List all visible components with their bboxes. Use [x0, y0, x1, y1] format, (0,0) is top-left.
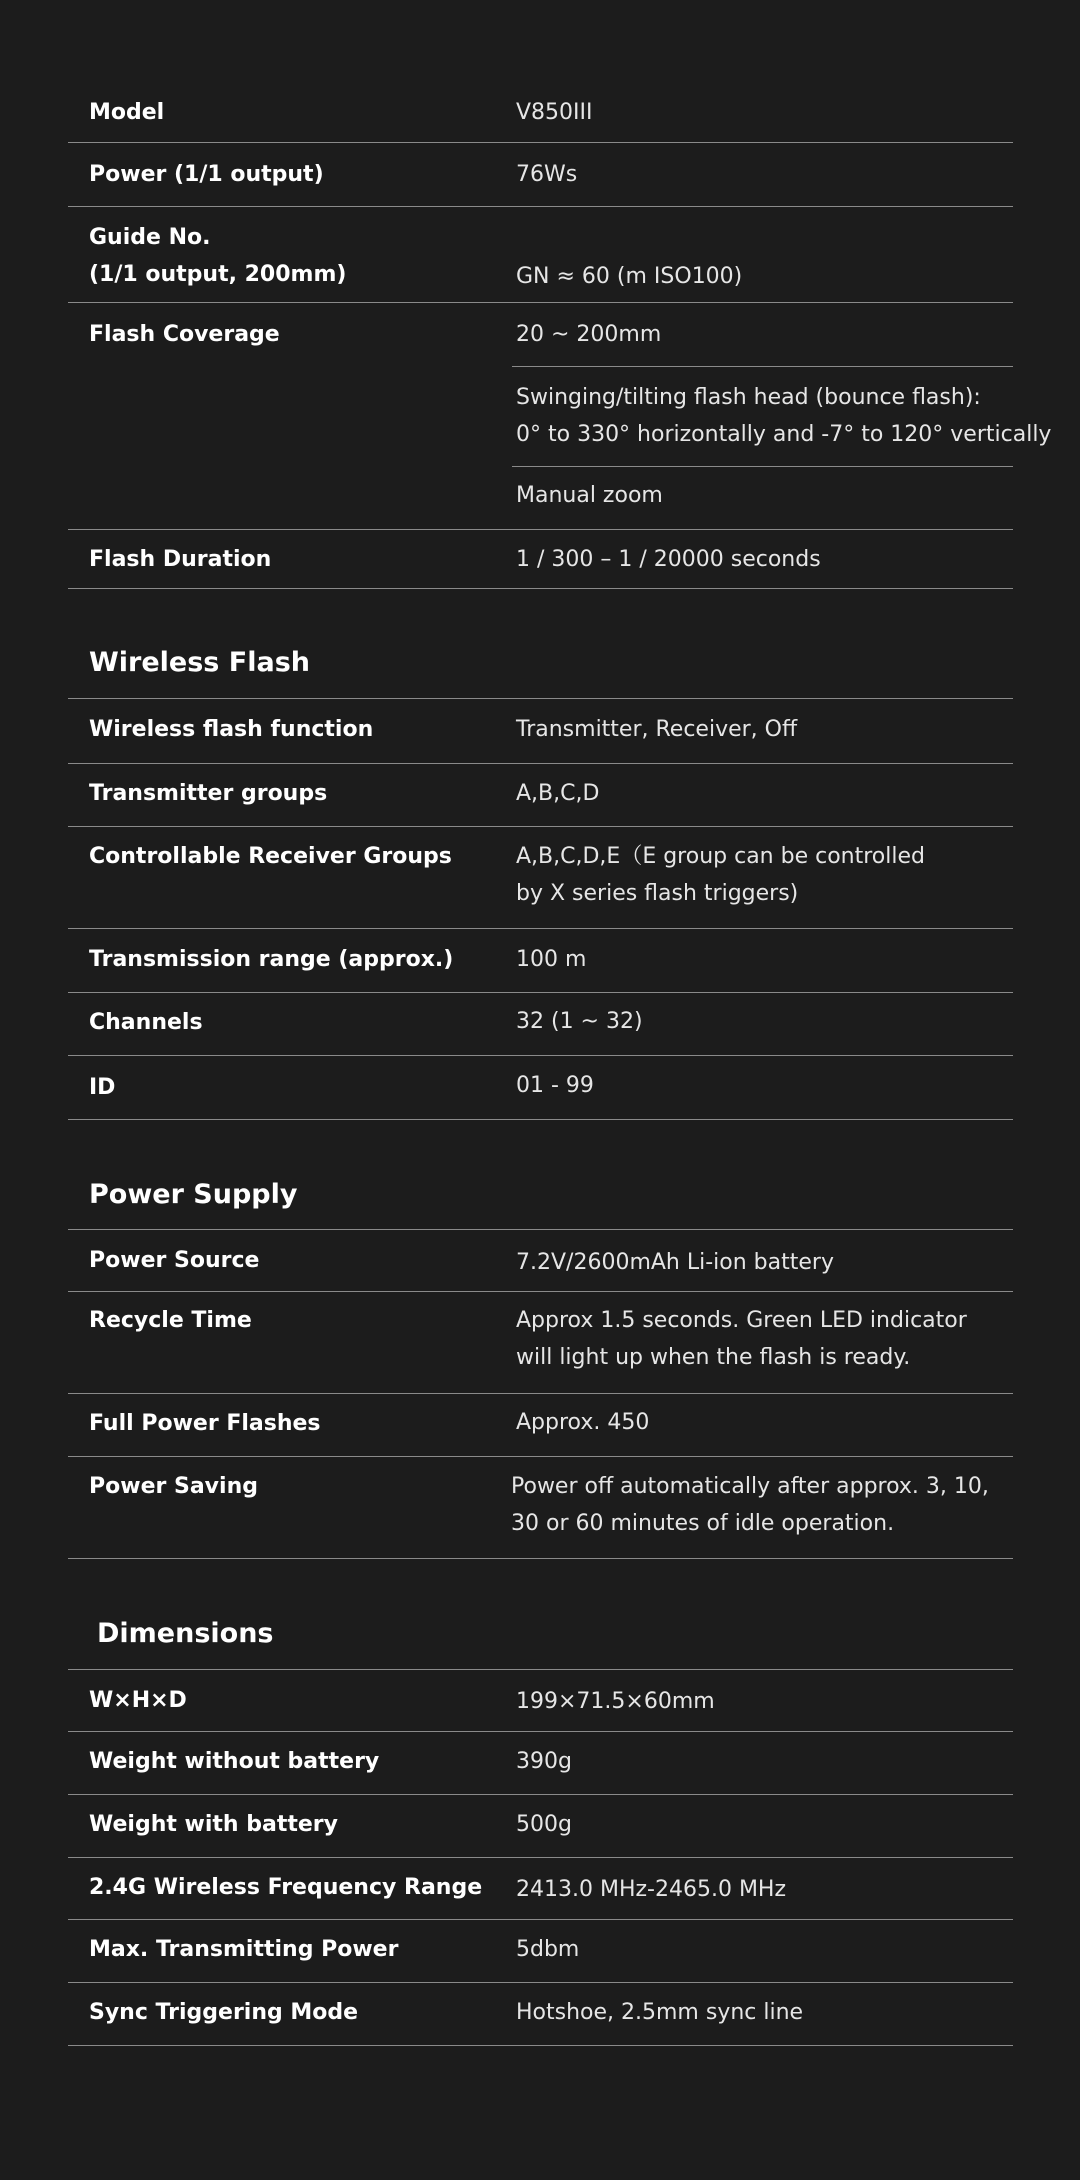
section-title-wireless: Wireless Flash — [89, 647, 310, 678]
power-source-label: Power Source — [89, 1248, 260, 1273]
wireless-function-label: Wireless flash function — [89, 717, 374, 742]
divider — [68, 1731, 1013, 1732]
tx-power-value: 5dbm — [516, 1937, 580, 1962]
divider — [68, 1456, 1013, 1457]
power-saving-value-line2: 30 or 60 minutes of idle operation. — [511, 1511, 895, 1536]
model-value: V850III — [516, 100, 593, 125]
sub-divider — [512, 466, 1013, 467]
divider — [68, 928, 1013, 929]
divider — [68, 1119, 1013, 1120]
frequency-range-value: 2413.0 MHz-2465.0 MHz — [516, 1877, 787, 1902]
recycle-label: Recycle Time — [89, 1308, 252, 1333]
guide-label-line2: (1/1 output, 200mm) — [89, 262, 347, 287]
divider — [68, 1291, 1013, 1292]
divider — [68, 763, 1013, 764]
rx-groups-value-line2: by X series flash triggers) — [516, 881, 799, 906]
divider — [68, 142, 1013, 143]
power-saving-value-line1: Power off automatically after approx. 3, 10, — [511, 1474, 989, 1499]
coverage-label: Flash Coverage — [89, 322, 280, 347]
divider — [68, 992, 1013, 993]
channels-label: Channels — [89, 1010, 203, 1035]
section-title-dimensions: Dimensions — [97, 1618, 274, 1649]
divider — [68, 206, 1013, 207]
divider — [68, 1982, 1013, 1983]
rx-groups-label: Controllable Receiver Groups — [89, 844, 452, 869]
divider — [68, 1055, 1013, 1056]
rx-groups-value-line1: A,B,C,D,E（E group can be controlled — [516, 844, 925, 869]
wireless-function-value: Transmitter, Receiver, Off — [516, 717, 798, 742]
coverage-value-bounce-line2: 0° to 330° horizontally and -7° to 120° vertically — [516, 422, 1052, 447]
divider — [68, 2045, 1013, 2046]
tx-groups-value: A,B,C,D — [516, 781, 600, 806]
divider — [68, 1393, 1013, 1394]
weight-without-battery-label: Weight without battery — [89, 1749, 380, 1774]
divider — [68, 1669, 1013, 1670]
recycle-value-line1: Approx 1.5 seconds. Green LED indicator — [516, 1308, 967, 1333]
divider — [68, 698, 1013, 699]
divider — [68, 1919, 1013, 1920]
divider — [68, 529, 1013, 530]
divider — [68, 1558, 1013, 1559]
coverage-value-zoom-range: 20 ~ 200mm — [516, 322, 662, 347]
coverage-value-zoom-mode: Manual zoom — [516, 483, 663, 508]
tx-power-label: Max. Transmitting Power — [89, 1937, 399, 1962]
model-label: Model — [89, 100, 165, 125]
divider — [68, 588, 1013, 589]
divider — [68, 302, 1013, 303]
sync-mode-value: Hotshoe, 2.5mm sync line — [516, 2000, 804, 2025]
guide-value: GN ≈ 60 (m ISO100) — [516, 264, 743, 289]
divider — [68, 1857, 1013, 1858]
whd-label: W×H×D — [89, 1688, 187, 1713]
power-label: Power (1/1 output) — [89, 162, 324, 187]
sync-mode-label: Sync Triggering Mode — [89, 2000, 359, 2025]
power-value: 76Ws — [516, 162, 578, 187]
range-value: 100 m — [516, 947, 587, 972]
power-source-value: 7.2V/2600mAh Li-ion battery — [516, 1250, 834, 1275]
divider — [68, 1229, 1013, 1230]
id-value: 01 - 99 — [516, 1073, 594, 1098]
frequency-range-label: 2.4G Wireless Frequency Range — [89, 1875, 483, 1900]
full-power-flashes-value: Approx. 450 — [516, 1410, 650, 1435]
channels-value: 32 (1 ~ 32) — [516, 1009, 643, 1034]
full-power-flashes-label: Full Power Flashes — [89, 1411, 321, 1436]
weight-with-battery-value: 500g — [516, 1812, 572, 1837]
divider — [68, 1794, 1013, 1795]
power-saving-label: Power Saving — [89, 1474, 258, 1499]
recycle-value-line2: will light up when the flash is ready. — [516, 1345, 911, 1370]
guide-label-line1: Guide No. — [89, 225, 211, 250]
id-label: ID — [89, 1075, 116, 1100]
duration-value: 1 / 300 – 1 / 20000 seconds — [516, 547, 821, 572]
tx-groups-label: Transmitter groups — [89, 781, 328, 806]
whd-value: 199×71.5×60mm — [516, 1689, 715, 1714]
weight-with-battery-label: Weight with battery — [89, 1812, 338, 1837]
section-title-power-supply: Power Supply — [89, 1179, 298, 1210]
duration-label: Flash Duration — [89, 547, 272, 572]
coverage-value-bounce-line1: Swinging/tilting flash head (bounce flash): — [516, 385, 981, 410]
sub-divider — [512, 366, 1013, 367]
range-label: Transmission range (approx.) — [89, 947, 454, 972]
divider — [68, 826, 1013, 827]
weight-without-battery-value: 390g — [516, 1749, 572, 1774]
